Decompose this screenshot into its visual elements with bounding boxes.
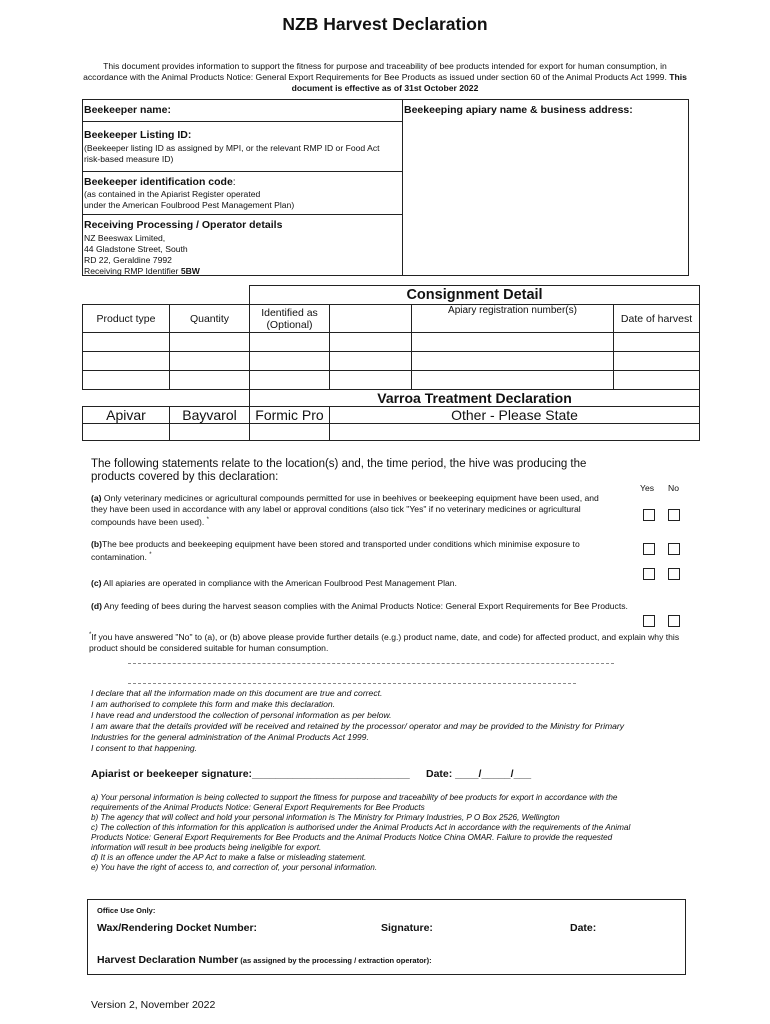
statement-c-yes-checkbox[interactable] — [643, 568, 655, 580]
rmp-identifier — [84, 266, 200, 277]
signature-field[interactable]: Apiarist or beekeeper signature:___________________________ — [91, 768, 410, 780]
consignment-table — [82, 285, 700, 441]
receiving-operator-box — [82, 214, 403, 276]
statement-b-asterisk: * — [149, 552, 152, 558]
ident-code-heading — [84, 176, 236, 188]
apiary-reg-cell[interactable] — [412, 333, 614, 352]
header-apiary-registration: Apiary registration number(s) — [412, 305, 614, 333]
harvest-date-cell[interactable] — [614, 352, 700, 371]
office-use-box — [87, 899, 686, 975]
blank-cell — [83, 286, 250, 305]
varroa-option-formic-pro: Formic Pro — [250, 407, 330, 424]
declaration-line: I am authorised to complete this form and make this declaration. — [91, 699, 336, 709]
listing-id-label: Beekeeper Listing ID: — [84, 129, 192, 141]
receiving-line: RD 22, Geraldine 7992 — [84, 255, 172, 265]
privacy-line: a) Your personal information is being collected to support the fitness for purpose and traceability of bee products for export in accordance with the requirements of the Animal Products Notice: General Export Requirements for Bee Products — [91, 793, 618, 812]
header-date-of-harvest: Date of harvest — [614, 305, 700, 333]
office-use-title: Office Use Only: — [97, 906, 156, 915]
blank-col-cell[interactable] — [330, 333, 412, 352]
table-row — [83, 352, 700, 371]
apiary-reg-cell[interactable] — [412, 352, 614, 371]
rmp-id: 5BW — [180, 266, 200, 276]
declaration-line: I have read and understood the collection of personal information as per below. — [91, 710, 392, 720]
varroa-option-other: Other - Please State — [330, 407, 700, 424]
apiary-address-field[interactable] — [402, 99, 689, 276]
apiary-address-label: Beekeeping apiary name & business address: — [404, 104, 633, 116]
ident-code-colon: : — [232, 176, 236, 188]
varroa-option-bayvarol: Bayvarol — [170, 407, 250, 424]
office-signature-field[interactable]: Signature: — [381, 922, 433, 934]
statement-c — [91, 578, 621, 589]
table-row — [83, 333, 700, 352]
receiving-line: 44 Gladstone Street, South — [84, 244, 188, 254]
statement-a-no-checkbox[interactable] — [668, 509, 680, 521]
statement-a — [91, 493, 616, 528]
statement-d-no-checkbox[interactable] — [668, 615, 680, 627]
statement-b-text: The bee products and beekeeping equipment have been stored and transported under conditions which minimise exposure to contamination. — [91, 539, 580, 562]
statement-b-tag: (b) — [91, 539, 102, 549]
consignment-title: Consignment Detail — [250, 286, 700, 305]
identified-cell[interactable] — [250, 371, 330, 390]
quantity-cell[interactable] — [170, 352, 250, 371]
statement-b-no-checkbox[interactable] — [668, 543, 680, 555]
varroa-option-apivar: Apivar — [83, 407, 170, 424]
statement-c-no-checkbox[interactable] — [668, 568, 680, 580]
privacy-notice — [91, 793, 651, 873]
declaration — [91, 688, 636, 754]
varroa-other-cell[interactable] — [330, 424, 700, 441]
statement-c-tag: (c) — [91, 578, 102, 588]
statements-intro: The following statements relate to the location(s) and, the time period, the hive was producing the products covered by this declaration: — [91, 458, 587, 483]
privacy-line: b) The agency that will collect and hold your personal information is The Ministry for Primary Industries, P O Box 2526, Wellington — [91, 813, 560, 822]
receiving-line: NZ Beeswax Limited, — [84, 233, 166, 243]
varroa-apivar-cell[interactable] — [83, 424, 170, 441]
quantity-cell[interactable] — [170, 333, 250, 352]
statement-c-text: All apiaries are operated in compliance with the American Foulbrood Pest Management Plan. — [101, 578, 457, 588]
details-line-1[interactable] — [128, 663, 614, 664]
listing-id-help: (Beekeeper listing ID as assigned by MPI, or the relevant RMP ID or Food Act risk-based measure ID) — [84, 143, 380, 164]
office-date-field[interactable]: Date: — [570, 922, 597, 934]
header-quantity: Quantity — [170, 305, 250, 333]
table-row — [83, 424, 700, 441]
no-header: No — [668, 483, 679, 493]
privacy-line: d) It is an offence under the AP Act to make a false or misleading statement. — [91, 853, 367, 862]
declaration-line: I am aware that the details provided will be received and retained by the processor/ operator and may be provided to the Ministry for Primary Industries for the general administration of the Animal Products Act 1999. — [91, 721, 625, 742]
table-row — [83, 371, 700, 390]
statement-a-asterisk: * — [206, 517, 209, 523]
listing-id-field[interactable] — [82, 121, 403, 172]
header-blank — [330, 305, 412, 333]
hd-number-note: (as assigned by the processing / extraction operator): — [238, 956, 432, 965]
header-identified-as: Identified as (Optional) — [250, 305, 330, 333]
intro-paragraph — [82, 61, 688, 94]
blank-col-cell[interactable] — [330, 371, 412, 390]
varroa-title: Varroa Treatment Declaration — [250, 390, 700, 407]
privacy-line: c) The collection of this information for this application is authorised under the Animal Products Act in accordance with the requirements of the Animal Products Notice: General Export Requirements for Bee Products and the Animal Products Notice China OMAR. Failure to provide the requested information will result in bee products being ineligible for export. — [91, 823, 631, 852]
ident-code-help-2: under the American Foulbrood Pest Management Plan) — [84, 200, 295, 210]
ident-code-field[interactable] — [82, 171, 403, 215]
blank-col-cell[interactable] — [330, 352, 412, 371]
statement-d-yes-checkbox[interactable] — [643, 615, 655, 627]
beekeeper-name-label: Beekeeper name: — [84, 104, 171, 116]
identified-cell[interactable] — [250, 352, 330, 371]
statement-a-tag: (a) — [91, 493, 102, 503]
page-title: NZB Harvest Declaration — [282, 14, 488, 34]
beekeeper-name-field[interactable] — [82, 99, 403, 122]
declaration-line: I consent to that happening. — [91, 743, 198, 753]
product-type-cell[interactable] — [83, 371, 170, 390]
footnote-asterisk: * — [89, 632, 92, 638]
effective-date-note: This document is effective as of 31st October 2022 — [291, 72, 687, 93]
details-line-2[interactable] — [128, 683, 576, 684]
docket-number-field[interactable]: Wax/Rendering Docket Number: — [97, 922, 258, 934]
statement-d — [91, 601, 641, 612]
footnote-text: If you have answered "No" to (a), or (b) above please provide further details (e.g.) product name, date, and code) for affected product, and explain why this product should be considered suitable for human consumption. — [89, 631, 680, 653]
blank-cell — [83, 390, 250, 407]
header-product-type: Product type — [83, 305, 170, 333]
harvest-date-cell[interactable] — [614, 333, 700, 352]
ident-code-help-1: (as contained in the Apiarist Register operated — [84, 189, 261, 199]
statement-b — [91, 539, 626, 563]
statement-a-yes-checkbox[interactable] — [643, 509, 655, 521]
yes-header: Yes — [640, 483, 655, 493]
declaration-line: I declare that all the information made on this document are true and correct. — [91, 688, 383, 698]
harvest-declaration-number-field[interactable] — [97, 950, 432, 968]
receiving-operator-label: Receiving Processing / Operator details — [84, 219, 283, 231]
ident-code-label: Beekeeper identification code — [84, 176, 233, 188]
date-field[interactable]: Date: ____/_____/___ — [426, 768, 532, 780]
statement-b-yes-checkbox[interactable] — [643, 543, 655, 555]
quantity-cell[interactable] — [170, 371, 250, 390]
statement-d-text: Any feeding of bees during the harvest season complies with the Animal Products Notice: General Export Requirements for Bee Products. — [101, 601, 628, 611]
varroa-bayvarol-cell[interactable] — [170, 424, 250, 441]
version-footer: Version 2, November 2022 — [91, 999, 216, 1011]
product-type-cell[interactable] — [83, 333, 170, 352]
hd-number-label: Harvest Declaration Number — [97, 954, 239, 966]
rmp-prefix: Receiving RMP Identifier — [84, 266, 181, 276]
identified-cell[interactable] — [250, 333, 330, 352]
harvest-date-cell[interactable] — [614, 371, 700, 390]
statement-d-tag: (d) — [91, 601, 102, 611]
footnote — [89, 630, 701, 654]
statement-a-text: Only veterinary medicines or agricultural compounds permitted for use in beehives or beekeeping equipment have been used, and they have been used in accordance with any label or approval conditions (also tick "Yes" if no veterinary medicines or agricultural compounds have been used). — [91, 493, 599, 527]
privacy-line: e) You have the right of access to, and correction of, your personal information. — [91, 863, 378, 872]
product-type-cell[interactable] — [83, 352, 170, 371]
intro-text: This document provides information to support the fitness for purpose and traceability of bee products intended for export for human consumption, in accordance with the Animal Products Notice: General Export Requirements for Bee Products as issued under section 60 of the Animal Products Act 1999. — [83, 61, 667, 82]
apiary-reg-cell[interactable] — [412, 371, 614, 390]
varroa-formic-cell[interactable] — [250, 424, 330, 441]
